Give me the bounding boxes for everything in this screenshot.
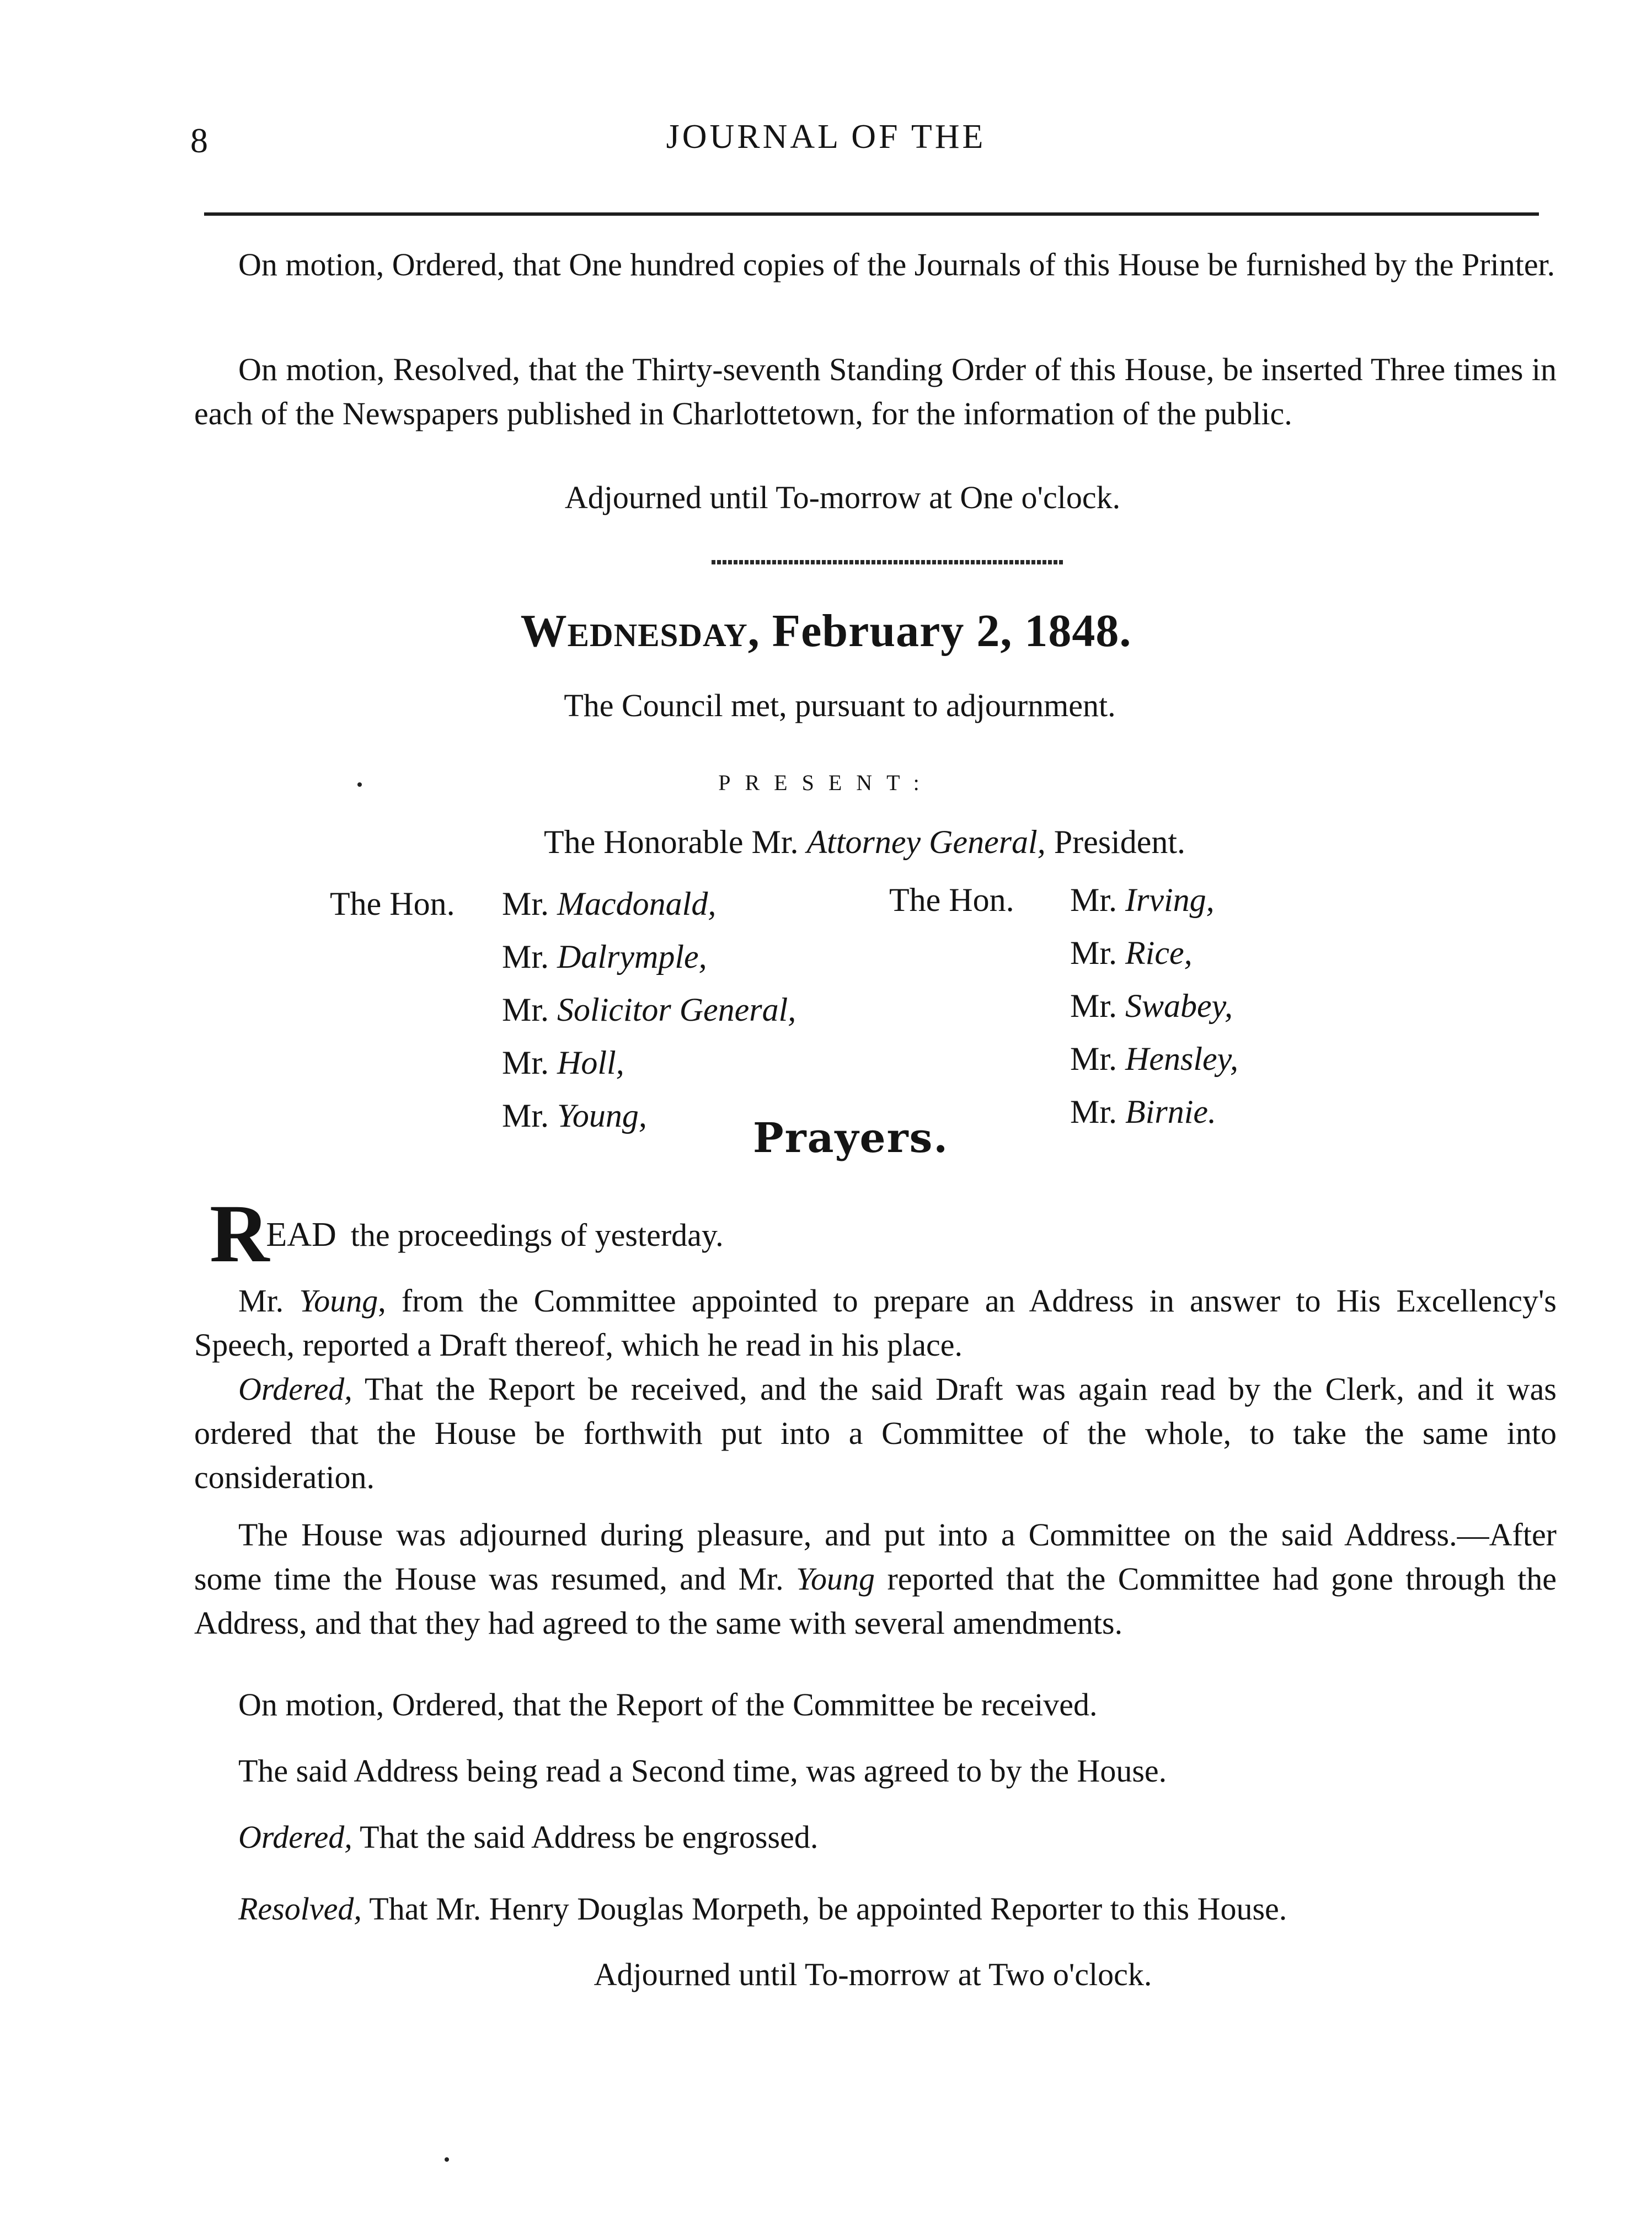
member-right-row: Mr. Swabey, [1070, 988, 1233, 1024]
report-received-paragraph: On motion, Ordered, that the Report of the Committee be received. [238, 1687, 1098, 1723]
ink-speck [357, 782, 362, 787]
president-line [0, 823, 1652, 861]
drop-cap: R [210, 1188, 266, 1279]
member-left-row: Mr. Solicitor General, [502, 991, 796, 1028]
read-smallcaps: EAD [266, 1216, 336, 1254]
president-office: Attorney General, [806, 824, 1046, 860]
final-adjournment-line: Adjourned until To-morrow at Two o'clock. [594, 1956, 1152, 1992]
read-rest: the proceedings of yesterday. [350, 1217, 724, 1253]
header-rule [204, 212, 1539, 216]
present-label: PRESENT: [718, 770, 934, 795]
member-right-row: Mr. Irving, [1070, 882, 1215, 918]
member-right-row: Mr. Hensley, [1070, 1041, 1238, 1077]
member-left-row: Mr. Holl, [502, 1044, 624, 1081]
date-heading [0, 604, 1652, 658]
running-head: JOURNAL OF THE [666, 118, 986, 156]
member-left-row: Mr. Young, [502, 1097, 647, 1134]
page-number: 8 [190, 121, 208, 160]
committee-address-paragraph: Mr. Young, from the Committee appointed to prepare an Address in answer to His Excellency's Speech, reported a Draft thereof, which he read in his place. [194, 1283, 1557, 1363]
adjournment-line: Adjourned until To-morrow at One o'clock. [564, 479, 1121, 515]
committee-whole-paragraph: The House was adjourned during pleasure, and put into a Committee on the said Address.—After some time the House was resumed, and Mr. Young reported that the Committee had gone through the Address, and that they had agreed to the same with several amendments. [194, 1517, 1557, 1641]
second-reading-paragraph: The said Address being read a Second time, was agreed to by the House. [238, 1753, 1167, 1789]
member-left-row: Mr. Dalrymple, [502, 939, 707, 975]
read-proceedings-line [210, 1186, 724, 1281]
reporter-paragraph: Resolved, That Mr. Henry Douglas Morpeth, be appointed Reporter to this House. [238, 1891, 1287, 1927]
ordered-report-paragraph: Ordered, That the Report be received, and the said Draft was again read by the Clerk, and it was ordered that the House be forthwith put into a Committee of the whole, to take the same into consideration. [194, 1371, 1557, 1495]
engrossed-paragraph: Ordered, That the said Address be engrossed. [238, 1819, 819, 1855]
member-right-row: Mr. Birnie. [1070, 1094, 1217, 1130]
members-left-prefix: The Hon. [330, 886, 455, 922]
president-suffix: President. [1054, 824, 1186, 860]
president-prefix: The Honorable Mr. [543, 824, 799, 860]
date: February 2, 1848. [772, 605, 1132, 657]
council-met-line: The Council met, pursuant to adjournment. [564, 687, 1116, 723]
member-left-row: Mr. Macdonald, [502, 886, 717, 922]
ink-speck [445, 2157, 449, 2162]
member-right-row: Mr. Rice, [1070, 935, 1193, 971]
motion-copies-paragraph: On motion, Ordered, that One hundred copies of the Journals of this House be furnished by the Printer. [238, 247, 1555, 282]
prayers-heading: Prayers. [752, 1115, 949, 1162]
motion-standing-order-paragraph: On motion, Resolved, that the Thirty-seventh Standing Order of this House, be inserted Three times in each of the Newspapers published in Charlottetown, for the information of the public. [194, 351, 1557, 431]
members-right-prefix: The Hon. [889, 882, 1014, 918]
weekday: Wednesday, [520, 605, 760, 657]
ornamental-divider [712, 559, 1065, 566]
